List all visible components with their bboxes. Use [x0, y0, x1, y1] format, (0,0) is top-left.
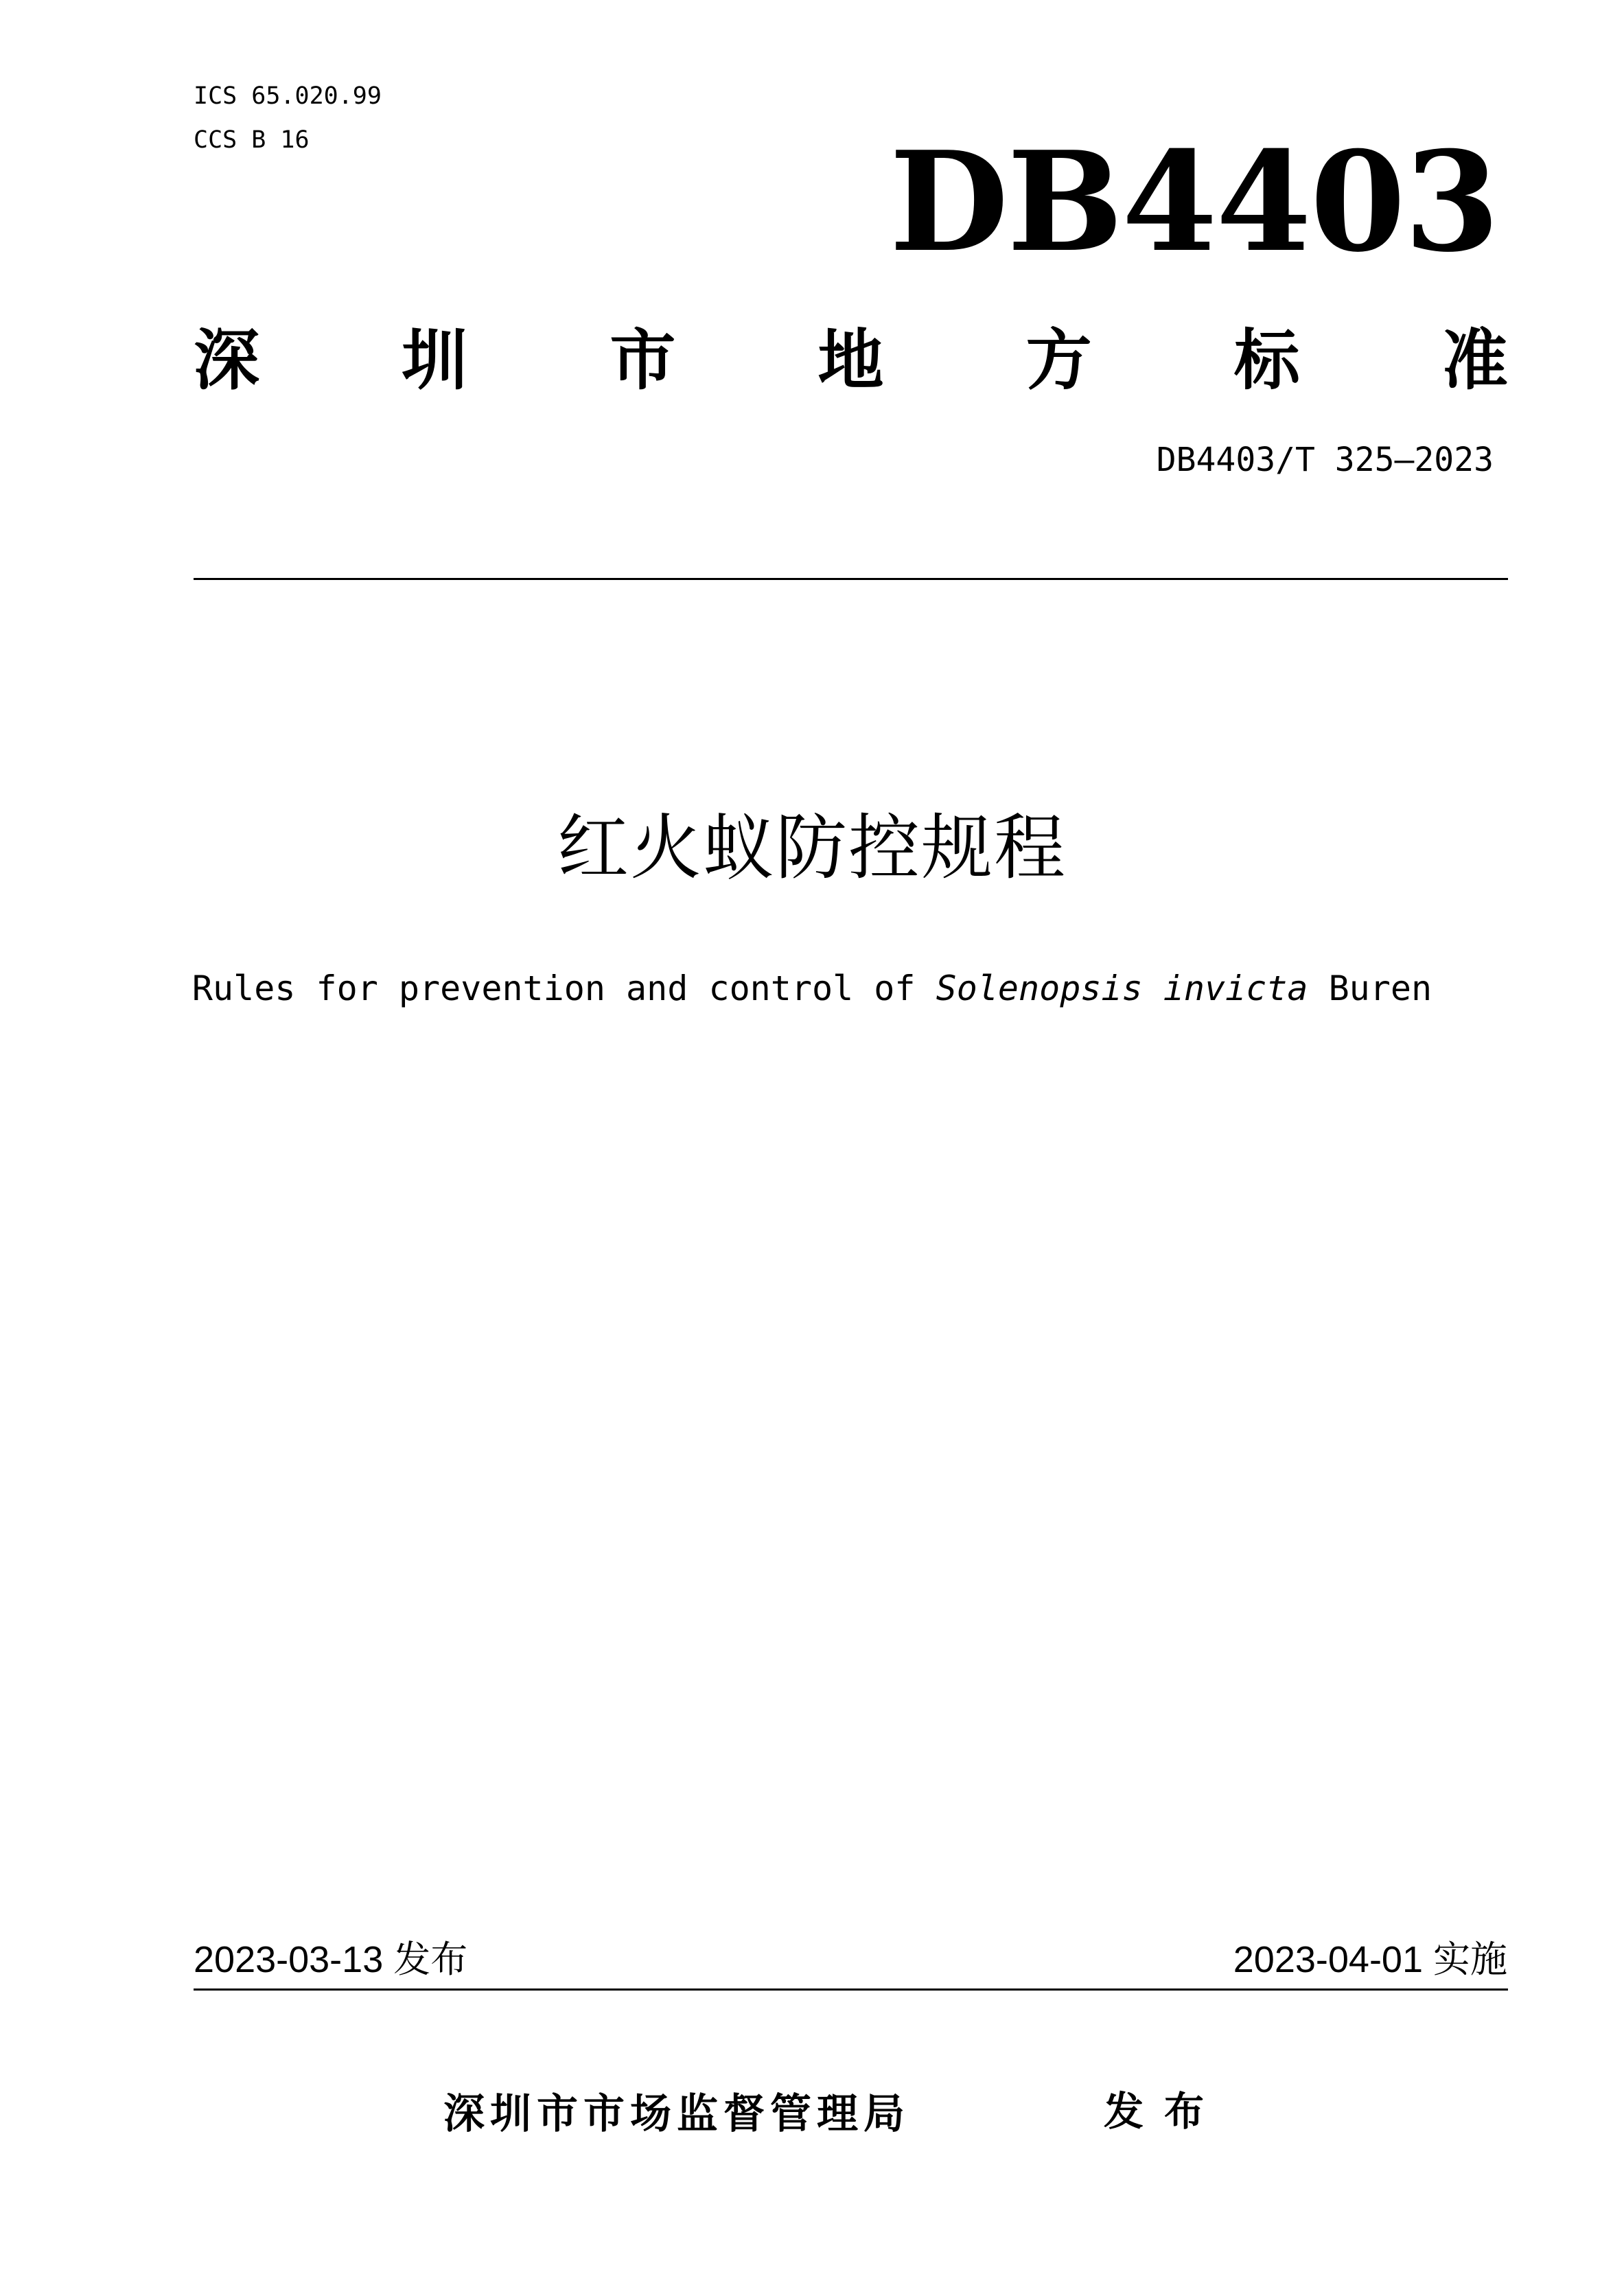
issue-label: 发布 [1104, 2088, 1225, 2135]
standard-type-char: 市 [610, 322, 676, 399]
bottom-divider [194, 1988, 1508, 1991]
standard-type-char: 地 [817, 322, 884, 399]
ics-code: ICS 65.020.99 [194, 82, 382, 110]
implementation-date: 2023-04-01 实施 [1233, 1939, 1507, 1980]
issue-date: 2023-03-13 发布 [194, 1939, 468, 1980]
top-divider [194, 578, 1508, 580]
ccs-code: CCS B 16 [194, 126, 310, 154]
standard-type-char: 深 [194, 322, 259, 399]
standard-type-char: 圳 [402, 322, 468, 399]
title-english-species: Solenopsis invicta [936, 969, 1308, 1008]
db-code-logo: DB4403 [889, 121, 1498, 283]
title-chinese: 红火蚁防控规程 [557, 806, 1067, 890]
standard-number: DB4403/T 325—2023 [1156, 441, 1494, 479]
standard-type-char: 准 [1441, 322, 1508, 399]
title-english [0, 966, 1624, 1010]
issuing-authority: 深圳市市场监督管理局 [443, 2090, 910, 2138]
title-english-suffix: Buren [1308, 969, 1432, 1008]
standard-type-char: 标 [1233, 322, 1300, 399]
standard-type-heading [194, 309, 1508, 412]
standard-type-char: 方 [1025, 322, 1092, 399]
title-english-prefix: Rules for prevention and control of [192, 969, 936, 1008]
